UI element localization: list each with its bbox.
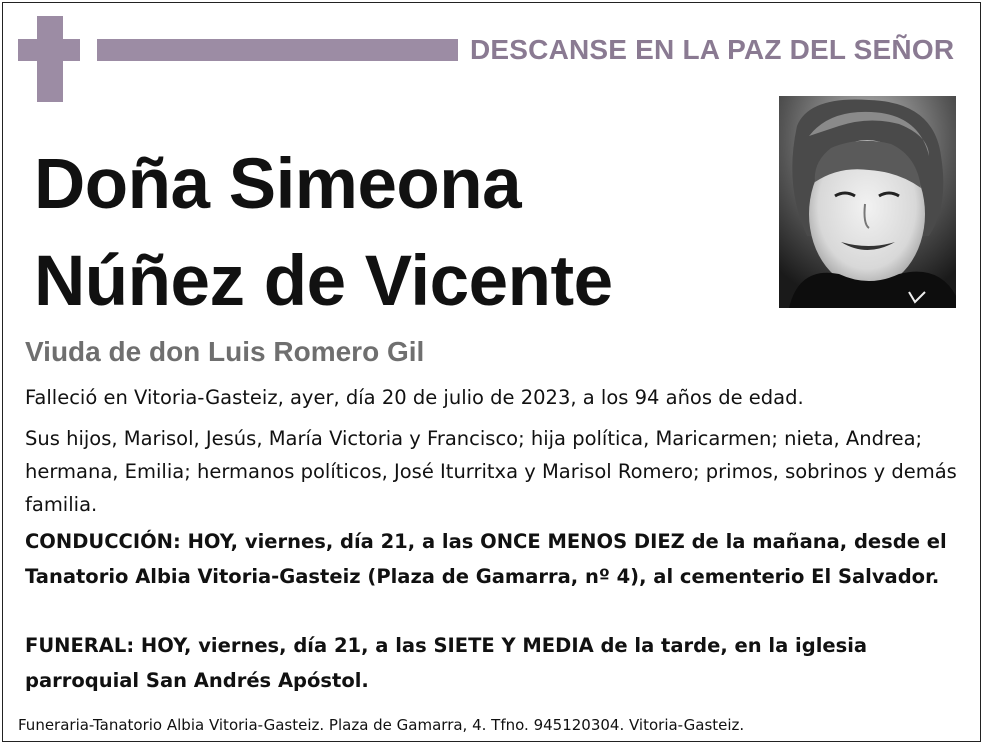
funeral-text: FUNERAL: HOY, viernes, día 21, a las SIETE Y MEDIA de la tarde, en la iglesia parroquial San Andrés Apóstol. bbox=[25, 634, 868, 692]
deceased-name-line1: Doña Simeona bbox=[34, 145, 522, 224]
conduccion-text: CONDUCCIÓN: HOY, viernes, día 21, a las ONCE MENOS DIEZ de la mañana, desde el Tanatorio Albia Vitoria-Gasteiz (Plaza de Gamarra, nº 4), al cementerio El Salvador. bbox=[25, 530, 947, 588]
cross-icon-horizontal bbox=[18, 39, 80, 61]
deceased-name-line2: Núñez de Vicente bbox=[34, 242, 613, 321]
death-notice-text: Falleció en Vitoria-Gasteiz, ayer, día 20 de julio de 2023, a los 94 años de edad. bbox=[25, 386, 804, 409]
deceased-name bbox=[34, 136, 754, 330]
family-text: Sus hijos, Marisol, Jesús, María Victoria y Francisco; hija política, Maricarmen; nieta, Andrea; hermana, Emilia; hermanos políticos, José Iturritxa y Marisol Romero; primos, sobrinos y demás familia. bbox=[25, 427, 957, 516]
funeral-home-footer: Funeraria-Tanatorio Albia Vitoria-Gasteiz. Plaza de Gamarra, 4. Tfno. 945120304. Vitoria-Gasteiz. bbox=[18, 716, 745, 734]
motto-heading: DESCANSE EN LA PAZ DEL SEÑOR bbox=[470, 34, 955, 65]
portrait-image bbox=[779, 96, 956, 308]
header-rule bbox=[97, 39, 458, 61]
deceased-photo bbox=[779, 96, 956, 308]
relation-subtitle: Viuda de don Luis Romero Gil bbox=[25, 336, 425, 367]
